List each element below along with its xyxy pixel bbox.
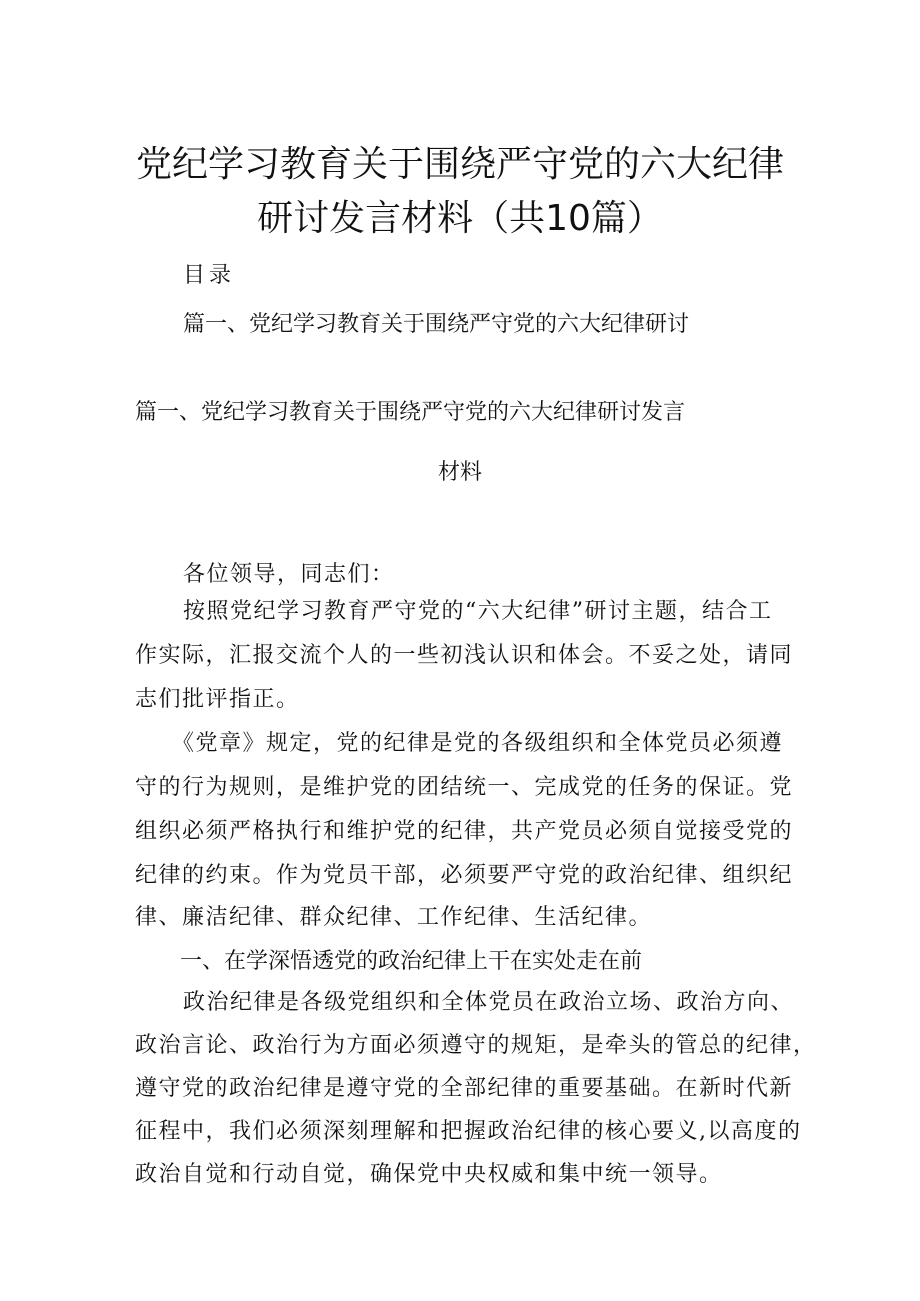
paragraph-1-line-3: 志们批评指正。 bbox=[135, 687, 300, 712]
paragraph-3-line-1: 政治纪律是各级党组织和全体党员在政治立场、政治方向、 bbox=[183, 990, 795, 1015]
document-title-line-1: 党纪学习教育关于围绕严守党的六大纪律 bbox=[135, 144, 784, 185]
paragraph-2-line-2: 守的行为规则，是维护党的团结统一、完成党的任务的保证。党 bbox=[135, 775, 794, 800]
paragraph-2-line-4: 纪律的约束。作为党员干部，必须要严守党的政治纪律、组织纪 bbox=[135, 863, 794, 888]
paragraph-1-line-1: 按照党纪学习教育严守党的“六大纪律”研讨主题，结合工 bbox=[183, 599, 773, 624]
toc-label: 目录 bbox=[183, 263, 236, 288]
paragraph-2-line-1: 《党章》规定，党的纪律是党的各级组织和全体党员必须遵 bbox=[172, 731, 784, 756]
paragraph-2-line-3: 组织必须严格执行和维护党的纪律，共产党员必须自觉接受党的 bbox=[135, 819, 794, 844]
article-heading-line-2: 材料 bbox=[438, 460, 483, 485]
paragraph-3-line-4: 征程中，我们必须深刻理解和把握政治纪律的核心要义,以高度的 bbox=[135, 1119, 802, 1144]
salutation: 各位领导，同志们： bbox=[183, 562, 395, 587]
section-1-heading: 一、在学深悟透党的政治纪律上干在实处走在前 bbox=[180, 949, 643, 974]
paragraph-1-line-2: 作实际，汇报交流个人的一些初浅认识和体会。不妥之处，请同 bbox=[135, 643, 794, 668]
paragraph-3-line-3: 遵守党的政治纪律是遵守党的全部纪律的重要基础。在新时代新 bbox=[135, 1076, 794, 1101]
toc-item-1[interactable]: 篇一、党纪学习教育关于围绕严守党的六大纪律研讨 bbox=[183, 312, 690, 337]
article-heading-line-1: 篇一、党纪学习教育关于围绕严守党的六大纪律研讨发言 bbox=[135, 400, 686, 425]
paragraph-3-line-2: 政治言论、政治行为方面必须遵守的规矩，是牵头的管总的纪律， bbox=[135, 1033, 817, 1058]
document-title-line-2: 研讨发言材料（共10篇） bbox=[257, 198, 663, 239]
paragraph-3-line-5: 政治自觉和行动自觉，确保党中央权威和集中统一领导。 bbox=[135, 1162, 723, 1187]
paragraph-2-line-5: 律、廉洁纪律、群众纪律、工作纪律、生活纪律。 bbox=[135, 905, 653, 930]
